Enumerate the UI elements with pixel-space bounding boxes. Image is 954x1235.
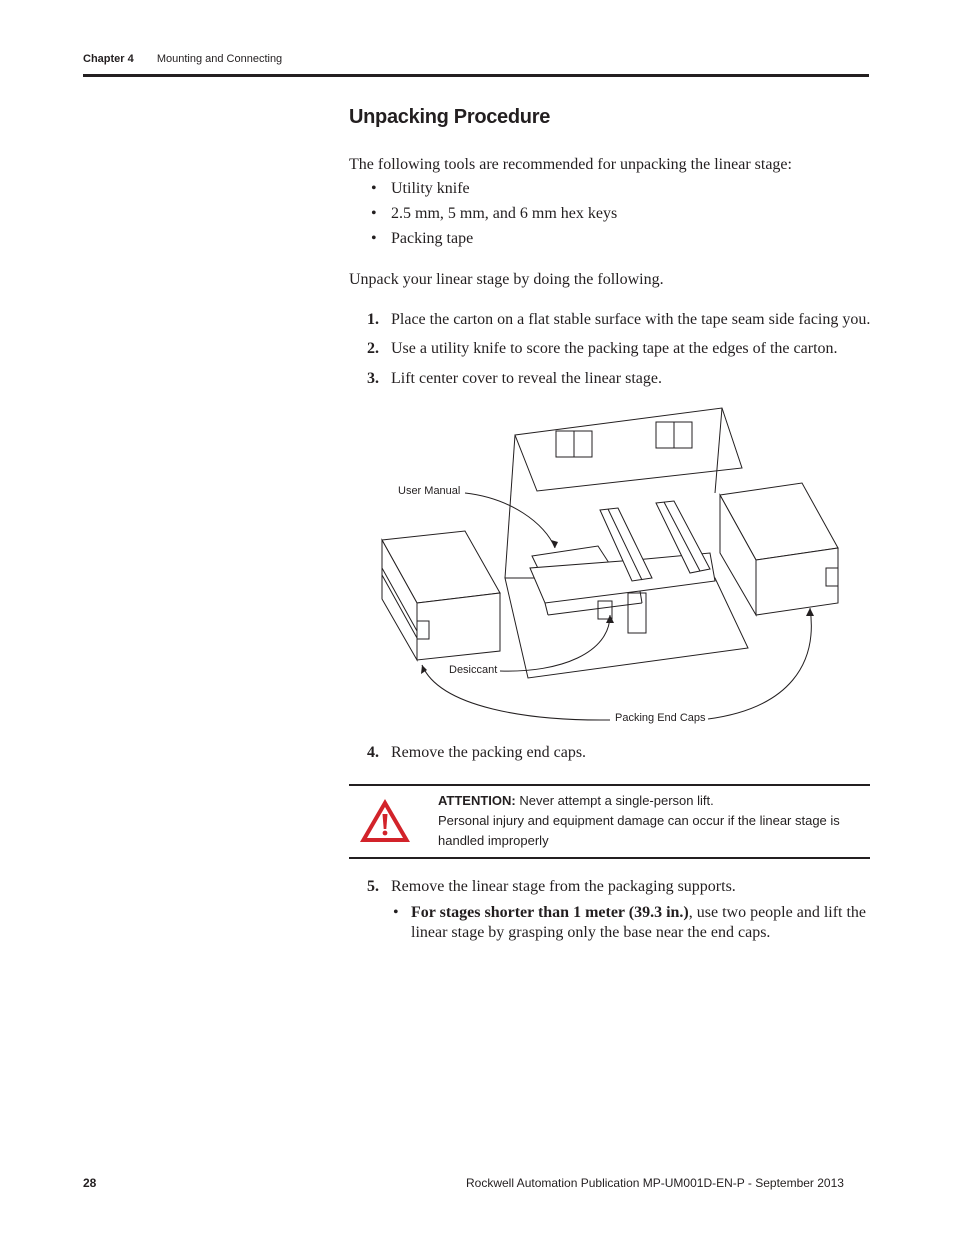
list-item-text: Packing tape [391, 230, 474, 247]
step-text: Lift center cover to reveal the linear stage. [391, 370, 662, 387]
label-user-manual: User Manual [398, 485, 461, 497]
list-item-text: 2.5 mm, 5 mm, and 6 mm hex keys [391, 205, 618, 222]
attention-text [438, 791, 868, 851]
page-number: 28 [83, 1176, 97, 1190]
running-header [83, 53, 282, 65]
step-number: 3. [367, 370, 379, 387]
sub-bullet-bold: For stages shorter than 1 meter (39.3 in.) [411, 904, 689, 921]
step-text: Place the carton on a flat stable surface with the tape seam side facing you. [391, 311, 871, 328]
section-label: Mounting and Connecting [156, 53, 283, 65]
warning-triangle-icon [358, 797, 412, 850]
step-text: Remove the packing end caps. [391, 744, 587, 761]
attention-label: ATTENTION: [438, 793, 516, 808]
bullet-icon: • [393, 904, 399, 921]
attention-bottom-rule [349, 857, 870, 859]
unpacking-figure [370, 403, 850, 738]
attention-top-rule [349, 784, 870, 786]
section-title: Unpacking Procedure [349, 106, 551, 128]
label-desiccant: Desiccant [449, 664, 498, 676]
step-number: 4. [367, 744, 379, 761]
bullet-icon: • [371, 230, 377, 247]
intro-paragraph: The following tools are recommended for unpacking the linear stage: [349, 156, 792, 173]
step-number: 5. [367, 878, 379, 895]
unpack-paragraph: Unpack your linear stage by doing the following. [349, 271, 664, 288]
attention-line1: Never attempt a single-person lift. [515, 793, 714, 808]
sub-bullet-text [411, 903, 869, 943]
carton-illustration [370, 403, 850, 733]
step-number: 1. [367, 311, 379, 328]
label-packing-end-caps: Packing End Caps [615, 712, 706, 724]
header-rule [83, 74, 869, 77]
attention-line2: Personal injury and equipment damage can occur if the linear stage is handled improperly [438, 813, 840, 848]
publication-footer: Rockwell Automation Publication MP-UM001D-EN-P - September 2013 [466, 1176, 844, 1190]
bullet-icon: • [371, 205, 377, 222]
step-number: 2. [367, 340, 379, 357]
bullet-icon: • [371, 180, 377, 197]
step-text: Remove the linear stage from the packaging supports. [391, 878, 736, 895]
sub-bullet-rest: , use two people and lift the linear stage by grasping only the base near the end caps. [411, 904, 867, 941]
chapter-label: Chapter 4 [83, 53, 134, 65]
list-item-text: Utility knife [391, 180, 470, 197]
step-text: Use a utility knife to score the packing tape at the edges of the carton. [391, 340, 838, 357]
